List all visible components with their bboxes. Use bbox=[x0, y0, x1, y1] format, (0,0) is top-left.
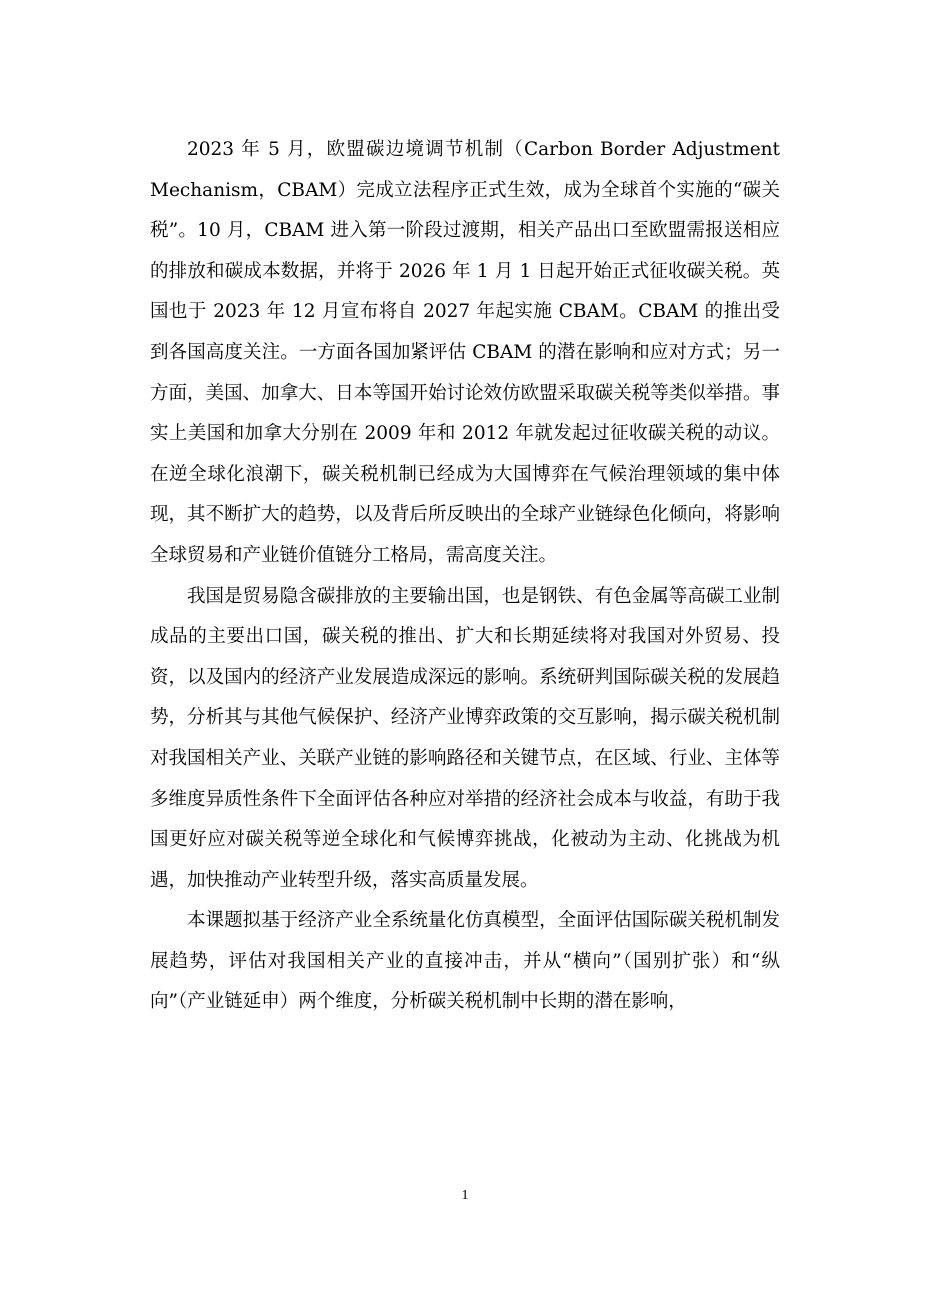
paragraph-china-impact: 我国是贸易隐含碳排放的主要输出国，也是钢铁、有色金属等高碳工业制成品的主要出口国，碳关税的推出、扩大和长期延续将对我国对外贸易、投资，以及国内的经济产业发展造成深远的影响。系统研判国际碳关税的发展趋势，分析其与其他气候保护、经济产业博弈政策的交互影响，揭示碳关税机制对我国相关产业、关联产业链的影响路径和关键节点，在区域、行业、主体等多维度异质性条件下全面评估各种应对举措的经济社会成本与收益，有助于我国更好应对碳关税等逆全球化和气候博弈挑战，化被动为主动、化挑战为机遇，加快推动产业转型升级，落实高质量发展。 bbox=[150, 585, 780, 891]
body-text bbox=[150, 130, 780, 1023]
paragraph-research-plan: 本课题拟基于经济产业全系统量化仿真模型，全面评估国际碳关税机制发展趋势，评估对我国相关产业的直接冲击，并从“横向”（国别扩张）和“纵向”（产业链延申）两个维度，分析碳关税机制中长期的潜在影响， bbox=[150, 910, 780, 1013]
paragraph-cbam-intro: 2023 年 5 月，欧盟碳边境调节机制（Carbon Border Adjustment Mechanism，CBAM）完成立法程序正式生效，成为全球首个实施的“碳关税”。10 月，CBAM 进入第一阶段过渡期，相关产品出口至欧盟需报送相应的排放和碳成本数据，并将于 2026 年 1 月 1 日起开始正式征收碳关税。英国也于 2023 年 12 月宣布将自 2027 年起实施 CBAM。CBAM 的推出受到各国高度关注。一方面各国加紧评估 CBAM 的潜在影响和应对方式；另一方面，美国、加拿大、日本等国开始讨论效仿欧盟采取碳关税等类似举措。事实上美国和加拿大分别在 2009 年和 2012 年就发起过征收碳关税的动议。在逆全球化浪潮下，碳关税机制已经成为大国博弈在气候治理领域的集中体现，其不断扩大的趋势，以及背后所反映出的全球产业链绿色化倾向，将影响全球贸易和产业链价值链分工格局，需高度关注。 bbox=[150, 139, 780, 566]
page-number: 1 bbox=[461, 1188, 469, 1203]
